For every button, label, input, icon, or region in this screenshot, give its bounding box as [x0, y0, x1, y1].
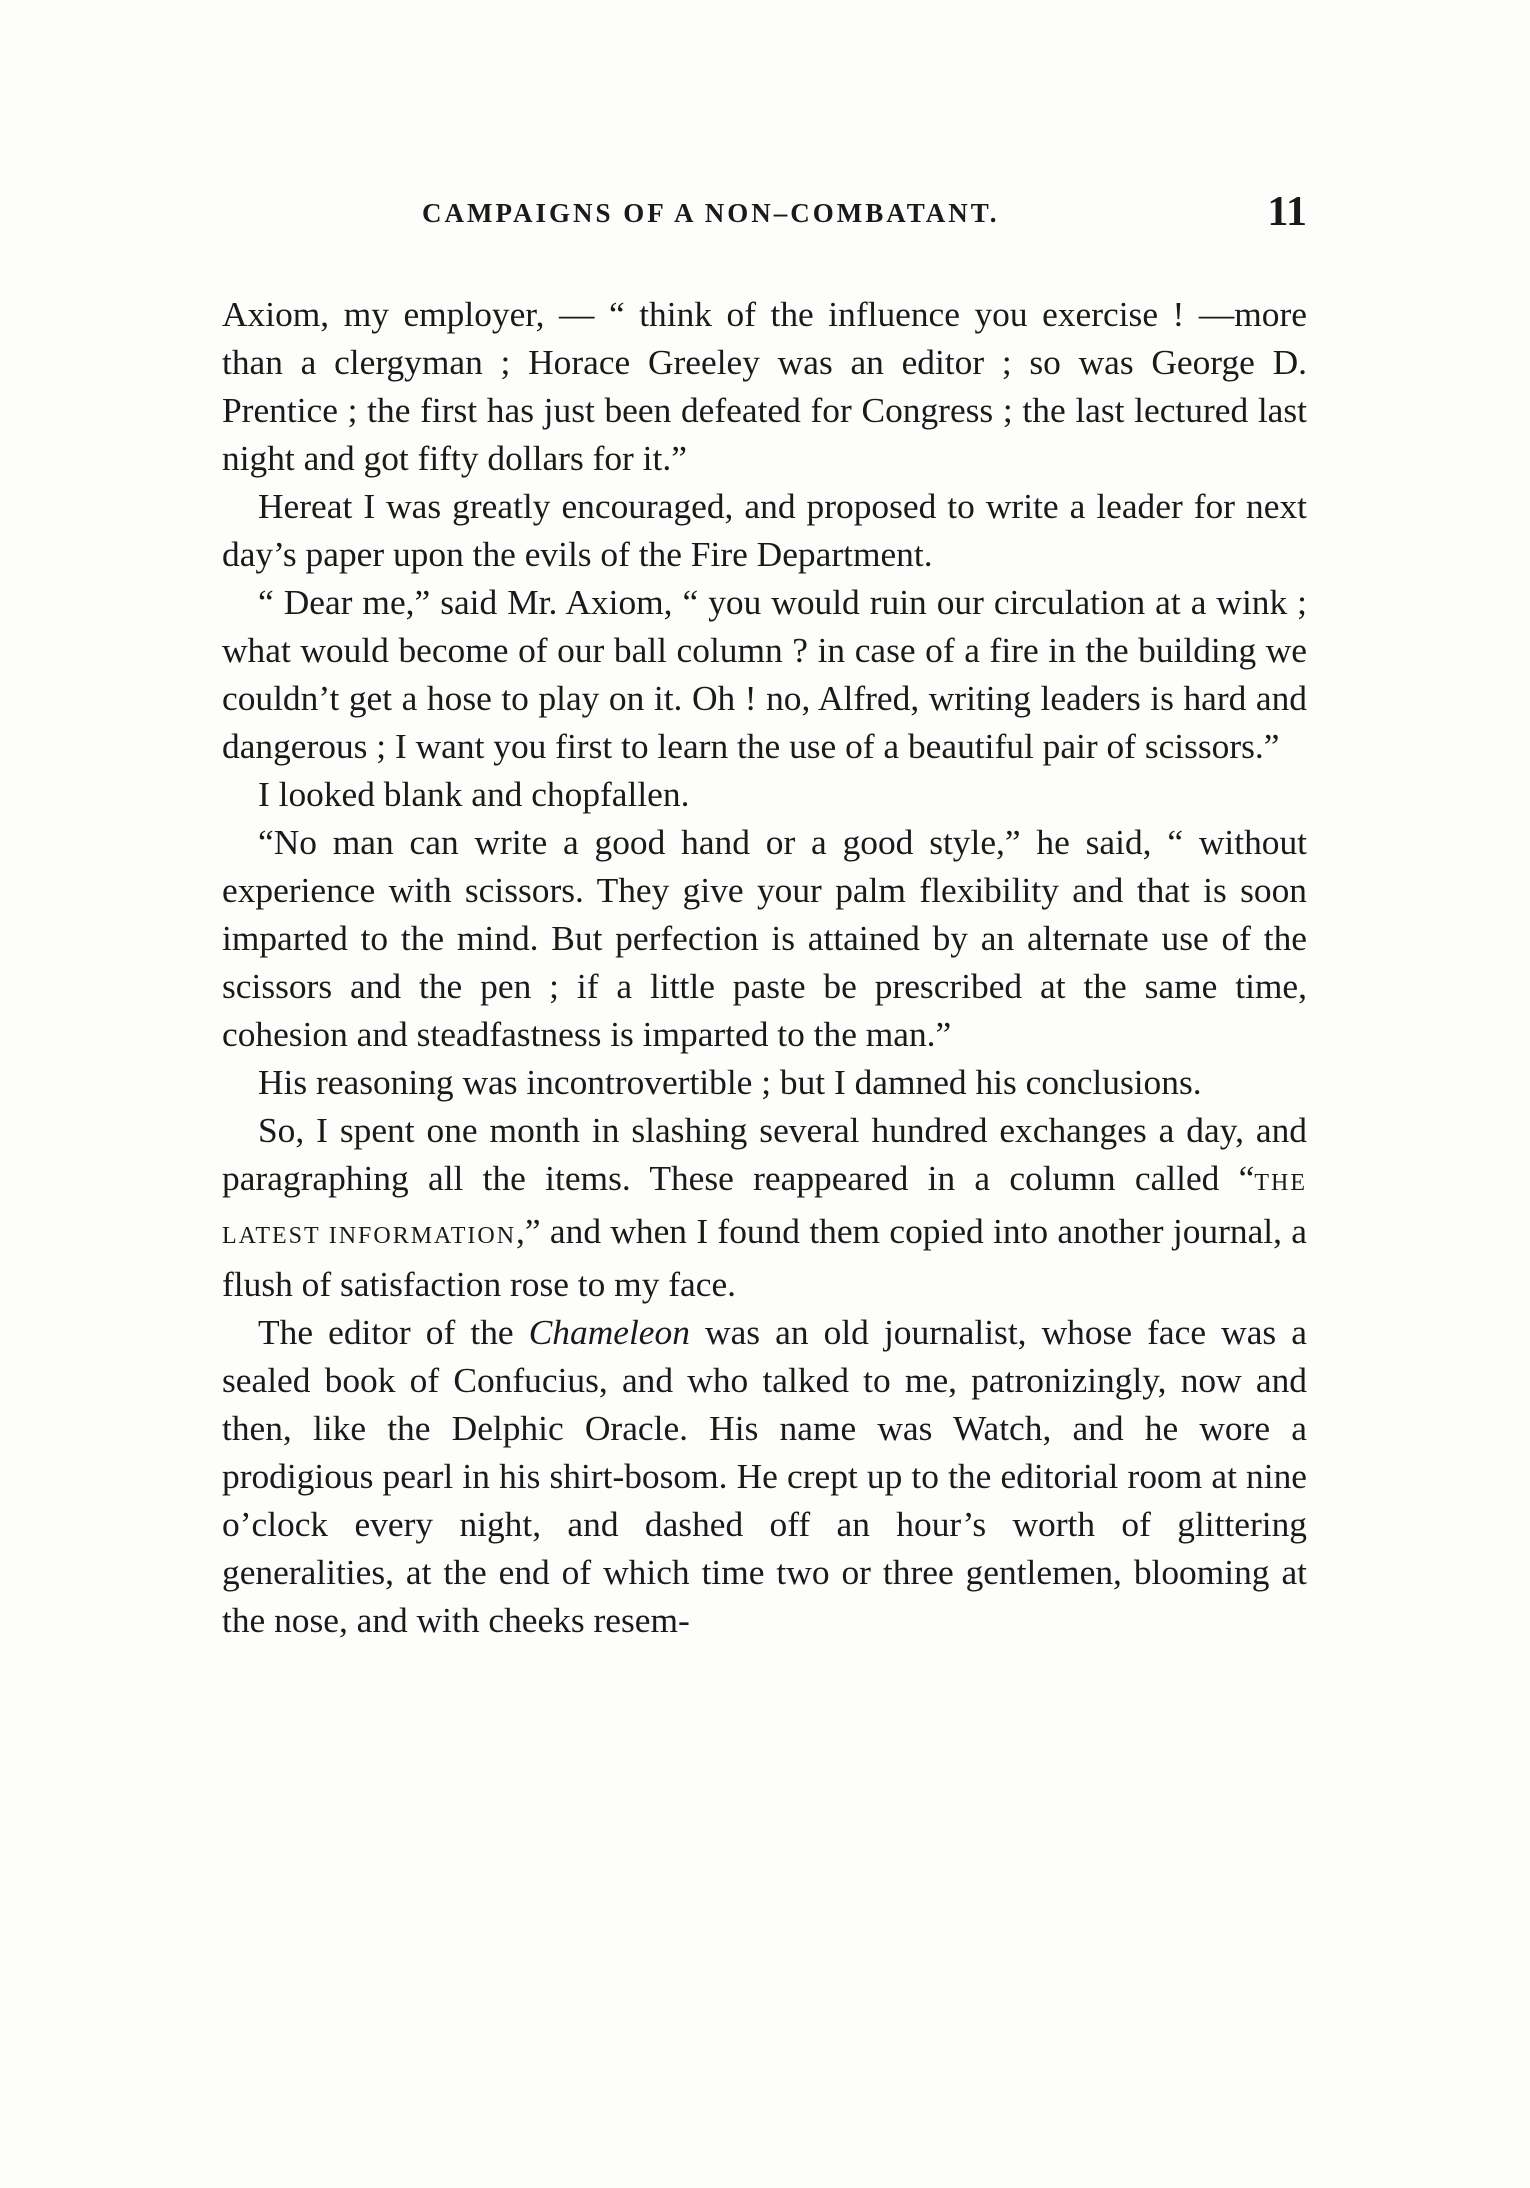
paragraph-text: So, I spent one month in slashing several hundred exchanges a day, and paragraphing all the items. These reappeared in a column called “	[222, 1110, 1307, 1198]
running-head	[222, 189, 1307, 238]
paragraph: Hereat I was greatly encouraged, and proposed to write a leader for next day’s paper upon the evils of the Fire Department.	[222, 486, 1307, 574]
paragraph-text: The editor of the	[258, 1312, 529, 1352]
running-title: CAMPAIGNS OF A NON–COMBATANT.	[422, 198, 1000, 228]
newspaper-title-italic: Chameleon	[528, 1312, 690, 1352]
paragraph-continued: Axiom, my employer, — “ think of the influence you exercise ! —more than a clergyman ; Horace Greeley was an editor ; so was George D. Prentice ; the first has just been defeated for Congress ; the last lectured last night and got fifty dollars for it.”	[222, 294, 1307, 478]
paragraph: “ Dear me,” said Mr. Axiom, “ you would ruin our circulation at a wink ; what would become of our ball column ? in case of a fire in the building we couldn’t get a hose to play on it. Oh ! no, Alfred, writing leaders is hard and dangerous ; I want you first to learn the use of a beautiful pair of scissors.”	[222, 582, 1307, 766]
column-name-smallcaps: THE LATEST INFORMATION	[222, 1170, 1307, 1249]
paragraph-text: ,” and when I found them copied into another journal, a flush of satisfaction rose to my face.	[222, 1211, 1307, 1304]
page-number: 11	[1267, 189, 1307, 235]
paragraph	[222, 1106, 1307, 1308]
paragraph-text: was an old journalist, whose face was a sealed book of Confucius, and who talked to me, patronizingly, now and then, like the Delphic Oracle. His name was Watch, and he wore a prodigious pearl in his shirt-bosom. He crept up to the editorial room at nine o’clock every night, and dashed off an hour’s worth of glittering generalities, at the end of which time two or three gentlemen, blooming at the nose, and with cheeks resem-	[222, 1312, 1307, 1640]
body-text	[222, 290, 1307, 1644]
paragraph: His reasoning was incontrovertible ; but I damned his conclusions.	[258, 1062, 1202, 1102]
paragraph: I looked blank and chopfallen.	[258, 774, 690, 814]
paragraph: “No man can write a good hand or a good style,” he said, “ without experience with scissors. They give your palm flexibility and that is soon imparted to the mind. But perfection is attained by an alternate use of the scissors and the pen ; if a little paste be prescribed at the same time, cohesion and steadfastness is imparted to the man.”	[222, 822, 1307, 1054]
paragraph	[222, 1308, 1307, 1644]
